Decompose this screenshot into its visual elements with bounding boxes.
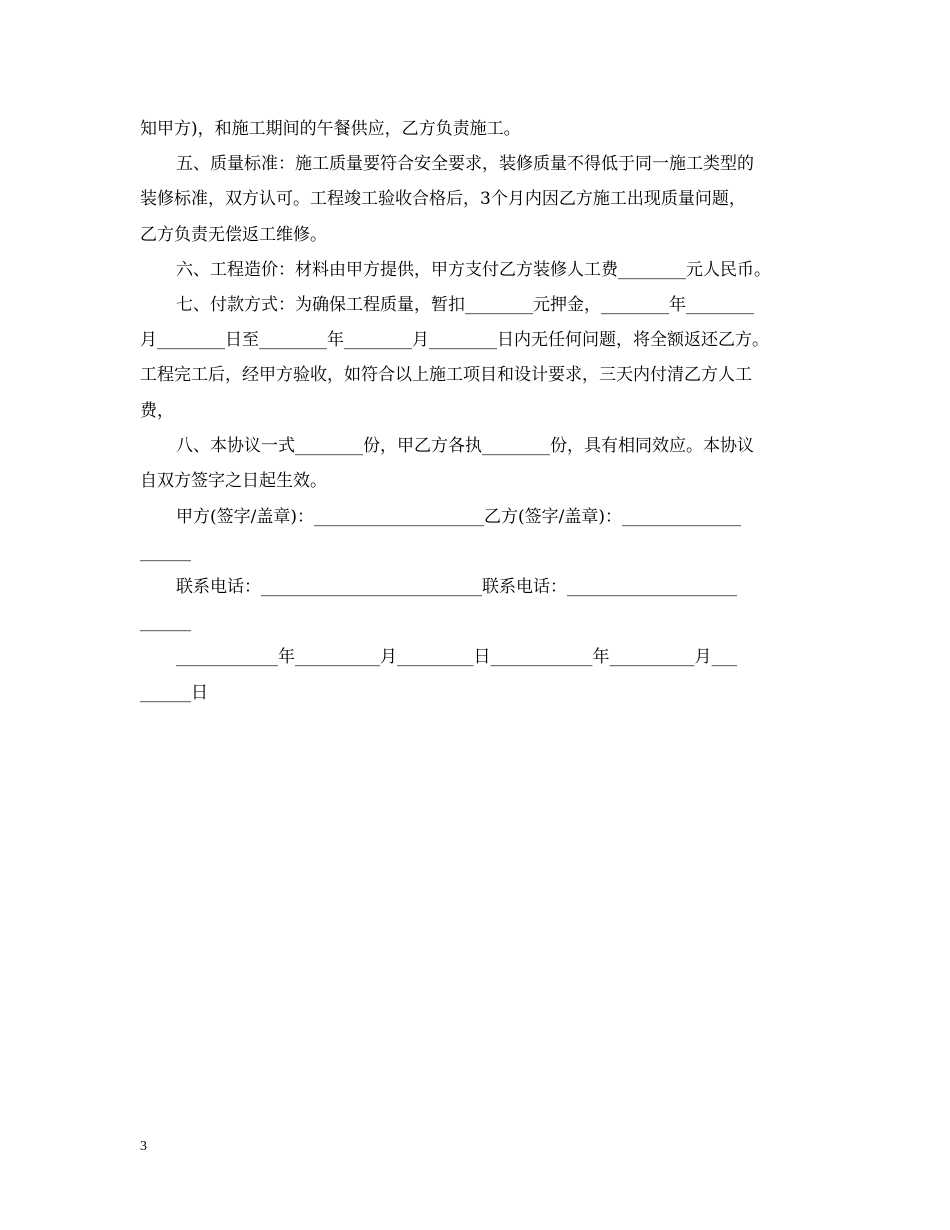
date-line: ____________年__________月_________日____________年__________月___ (176, 647, 737, 667)
paragraph-line: 六、工程造价：材料由甲方提供，甲方支付乙方装修人工费________元人民币。 (176, 260, 771, 280)
date-line-continued: ______日 (140, 683, 208, 703)
paragraph-line: 费， (140, 401, 174, 421)
signature-line-continued: ______ (140, 542, 191, 562)
signature-line: 甲方(签字/盖章)：____________________乙方(签字/盖章)：______________ (176, 507, 741, 527)
phone-line: 联系电话：__________________________联系电话：____________________ (176, 577, 737, 597)
paragraph-line: 七、付款方式：为确保工程质量，暂扣________元押金，________年________ (176, 295, 754, 315)
phone-line-continued: ______ (140, 612, 191, 632)
paragraph-line: 工程完工后，经甲方验收，如符合以上施工项目和设计要求，三天内付清乙方人工 (140, 365, 752, 385)
paragraph-line: 知甲方)，和施工期间的午餐供应，乙方负责施工。 (140, 119, 521, 139)
paragraph-line: 乙方负责无偿返工维修。 (140, 225, 327, 245)
paragraph-line: 月________日至________年________月________日内无任何问题，将全额返还乙方。 (140, 330, 769, 350)
paragraph-line: 自双方签字之日起生效。 (140, 471, 327, 491)
paragraph-line: 装修标准，双方认可。工程竣工验收合格后，3个月内因乙方施工出现质量问题， (140, 189, 746, 209)
page-number: 3 (140, 1139, 147, 1154)
paragraph-line: 八、本协议一式________份，甲乙方各执________份，具有相同效应。本协议 (176, 436, 754, 456)
paragraph-line: 五、质量标准：施工质量要符合安全要求，装修质量不得低于同一施工类型的 (176, 154, 754, 174)
